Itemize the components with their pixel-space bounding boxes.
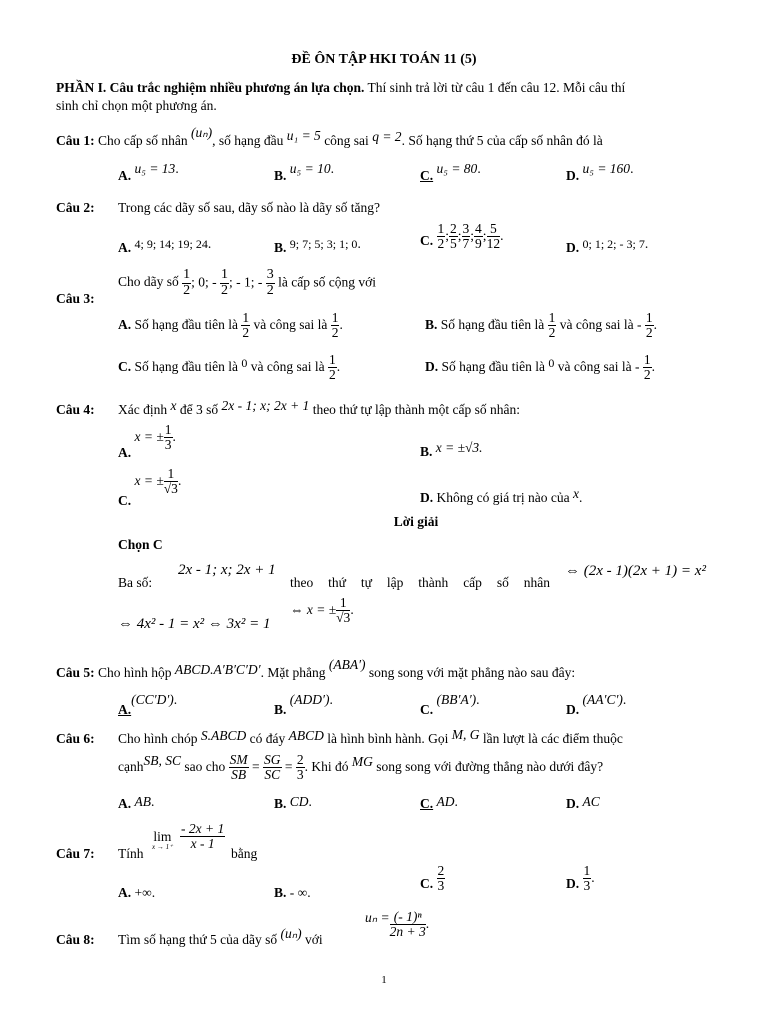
solution-word: lập [386, 575, 404, 590]
q7-option-a[interactable]: A. +∞. [118, 885, 156, 900]
q2-option-a[interactable]: A. 4; 9; 14; 19; 24. [118, 236, 212, 255]
fraction: $\frac{2}{5}$ [450, 221, 457, 252]
solution-word: tự [360, 575, 372, 590]
question-label: Câu 4: [56, 402, 95, 417]
part1-line2: sinh chỉ chọn một phương án. [56, 98, 217, 113]
q1-option-b[interactable]: B. u₅ = 10. [274, 161, 334, 183]
page-number: 1 [381, 974, 387, 986]
q2-option-b[interactable]: B. 9; 7; 5; 3; 1; 0. [274, 236, 361, 255]
q3-option-b[interactable]: B. Số hạng đầu tiên là $\frac{1}{2}$ và công sai là - $\frac{1}{2}$ . [425, 310, 657, 341]
q7-label: Câu 7: [56, 846, 95, 861]
solution-words [290, 575, 550, 591]
q6-option-a[interactable]: A. AB. [118, 794, 155, 811]
q2-option-d[interactable]: D. 0; 1; 2; - 3; 7. [566, 236, 649, 255]
q6-stem: Câu 6: Cho hình chóp S.ABCD có đáy ABCD là hình bình hành. Gọi M, G lần lượt là các điểm thuộc [56, 727, 623, 746]
q4-stem: Câu 4: Xác định x để 3 số 2x - 1; x; 2x + 1 theo thứ tự lập thành một cấp số nhân: [56, 398, 521, 417]
fraction-sequence: $\frac{1}{2}$ ; $\frac{2}{5}$ ; $\frac{3}{7}$ ; $\frac{4}{9}$ ; $\frac{5}{12}$ [437, 221, 501, 252]
q1-option-c[interactable]: C. u₅ = 80. [420, 161, 481, 183]
q2-stem: Câu 2: Trong các dãy số sau, dãy số nào là dãy số tăng? [56, 200, 380, 215]
part1-line1 [56, 80, 625, 96]
fraction: $\frac{1}{2}$ [437, 221, 445, 252]
question-label: Câu 2: [56, 200, 95, 215]
fraction: $\frac{4}{9}$ [475, 221, 482, 252]
part1-instruction: Thí sinh trả lời từ câu 1 đến câu 12. Mỗi câu thí [364, 80, 626, 95]
q6-option-d[interactable]: D. AC [566, 794, 600, 811]
q1-option-d[interactable]: D. u₅ = 160. [566, 161, 634, 183]
solution-heading: Lời giải [393, 514, 439, 529]
part1-heading: PHẦN I. Câu trắc nghiệm nhiều phương án lựa chọn. [56, 80, 365, 95]
q4-option-b[interactable]: B. x = ±√3. [420, 440, 483, 459]
q7-option-b[interactable]: B. - ∞. [274, 885, 311, 900]
solution-line1: Ba số: [118, 575, 153, 590]
solution-word: thành [418, 575, 449, 590]
q3-option-c[interactable]: C. Số hạng đầu tiên là 0 và công sai là $\frac{1}{2}$ . [118, 352, 341, 383]
answer-choice: Chọn C [118, 537, 163, 552]
q7-tinh: Tính [118, 846, 144, 861]
limit-fraction: $\frac{- 2x + 1}{x - 1}$ [181, 821, 225, 852]
q6-option-b[interactable]: B. CD. [274, 794, 312, 811]
solution-word: thứ [328, 575, 346, 590]
q7-option-d[interactable]: D. $\frac{1}{3}$ . [566, 863, 595, 894]
solution-word: theo [290, 575, 314, 590]
q3-stem: Cho dãy số $\frac{1}{2}$ ; 0; - $\frac{1}{2}$ ; - 1; - $\frac{3}{2}$ là cấp số cộng với [118, 267, 376, 298]
q5-option-c[interactable]: C. (BB′A′). [420, 692, 480, 717]
q5-option-d[interactable]: D. (AA′C′). [566, 692, 627, 717]
q4-option-c[interactable]: C. x = ± $\frac{1}{√3}$ . [118, 466, 182, 508]
solution-word: nhân [523, 575, 550, 590]
q4-option-d[interactable]: D. Không có giá trị nào của x. [420, 486, 583, 505]
q8-formula: uₙ = $\frac{\text{(- 1)ⁿ}}{2n + 3}$ . [365, 909, 430, 940]
question-label: Câu 5: [56, 665, 95, 680]
q3-label: Câu 3: [56, 291, 95, 306]
question-label: Câu 1: [56, 133, 95, 148]
question-label: Câu 8: [56, 932, 95, 947]
limit-operator: lim x → 1⁺ [152, 829, 173, 851]
solution-numbers: 2x - 1; x; 2x + 1 [178, 562, 276, 578]
fraction: $\frac{3}{7}$ [462, 221, 470, 252]
math-q: q = 2 [372, 129, 402, 144]
q3-option-a[interactable]: A. Số hạng đầu tiên là $\frac{1}{2}$ và công sai là $\frac{1}{2}$ . [118, 310, 343, 341]
q5-option-a[interactable]: A.(CC′D′). [118, 692, 178, 717]
solution-word: cấp [463, 575, 482, 590]
q6-line2: cạnhSB, SC sao cho $\frac{SM}{SB}$ = $\frac{SG}{SC}$ = $\frac{2}{3}$ . Khi đó MG song song với đường thẳng nào dưới đây? [118, 752, 604, 783]
solution-eq3: ⇔ x = ± $\frac{1}{√3}$ . [290, 595, 354, 626]
solution-eq1: ⇔ (2x - 1)(2x + 1) = x² [565, 563, 706, 579]
q5-stem: Câu 5: Cho hình hộp ABCD.A′B′C′D′. Mặt phẳng (ABA′) song song với mặt phẳng nào sau đây: [56, 657, 576, 680]
math-seq: (uₙ) [191, 125, 213, 140]
q4-option-a[interactable]: A. x = ± $\frac{1}{3}$ . [118, 422, 176, 460]
q5-option-b[interactable]: B. (ADD′). [274, 692, 333, 717]
math-u1: u₁ = 5 [286, 128, 321, 143]
q8-stem: Câu 8: Tìm số hạng thứ 5 của dãy số (uₙ) với [56, 926, 323, 947]
q1-option-a[interactable]: A. u₅ = 13. [118, 161, 179, 183]
q3-option-d[interactable]: D. Số hạng đầu tiên là 0 và công sai là - $\frac{1}{2}$ . [425, 352, 655, 383]
q6-option-c[interactable]: C. AD. [420, 794, 458, 811]
q7-option-c[interactable]: C. $\frac{2}{3}$ [420, 863, 445, 894]
solution-eq2: ⇔ 4x² - 1 = x² ⇔ 3x² = 1 [118, 616, 271, 632]
q7-text: bằng [231, 846, 258, 861]
page-title: ĐỀ ÔN TẬP HKI TOÁN 11 (5) [291, 52, 477, 67]
question-label: Câu 6: [56, 731, 95, 746]
q2-option-c[interactable]: C. $\frac{1}{2}$ ; $\frac{2}{5}$ ; $\frac{3}{7}$ ; $\frac{4}{9}$ ; $\frac{5}{12}$ . [420, 221, 504, 252]
solution-word: số [496, 575, 509, 590]
q1-stem: Câu 1: Cho cấp số nhân (uₙ), số hạng đầu u₁ = 5 công sai q = 2. Số hạng thứ 5 của cấp số nhân đó là [56, 125, 603, 148]
fraction: $\frac{5}{12}$ [486, 221, 501, 252]
